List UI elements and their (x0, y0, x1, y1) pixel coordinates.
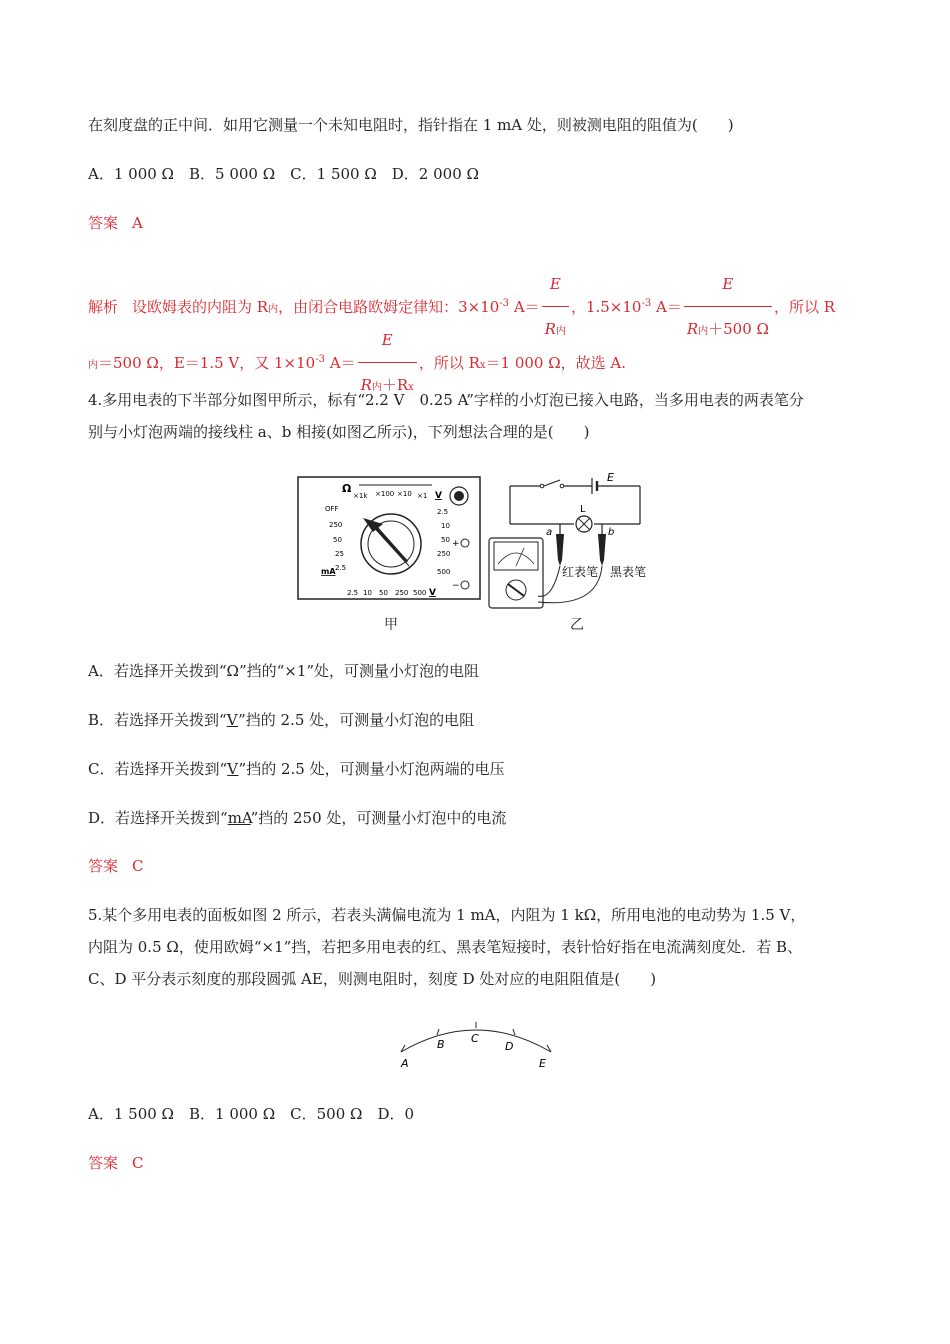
red-probe (556, 534, 564, 566)
svg-text:250: 250 (395, 589, 409, 597)
q3-analysis-line2: 内＝500 Ω，E＝1.5 V，又 $1\times 10^{-3}$ A＝ $\frac{E}{\text{R内＋Rx}}$ ，所以 Rx＝1 000 Ω，故选 A. (88, 318, 626, 410)
svg-text:×1: ×1 (417, 492, 428, 500)
tick-d (513, 1029, 515, 1035)
arc-label-d: D (505, 1040, 514, 1053)
svg-text:250: 250 (329, 521, 343, 529)
q3-answer (88, 213, 143, 233)
plus-sign: + (452, 539, 460, 549)
svg-text:50: 50 (333, 536, 342, 544)
b-label: b (608, 527, 615, 538)
a-label: a (546, 527, 553, 538)
figure-yi-caption: 乙 (570, 617, 584, 633)
v-label-bottom: V (429, 588, 436, 598)
multimeter-dial-figure (297, 476, 481, 600)
ma-label: mA (321, 567, 336, 576)
circuit-figure (488, 468, 660, 610)
svg-text:50: 50 (379, 589, 388, 597)
answer-value: A (132, 214, 143, 232)
svg-text:500: 500 (437, 568, 451, 576)
svg-text:×10: ×10 (397, 490, 412, 498)
arc-label-a: A (401, 1057, 409, 1070)
svg-text:2.5: 2.5 (335, 564, 347, 572)
arc-label-c: C (471, 1032, 479, 1045)
svg-text:10: 10 (441, 522, 450, 530)
q5-stem-line3: C、D 平分表示刻度的那段圆弧 AE，则测电阻时，刻度 D 处对应的电阻阻值是( ) (88, 970, 657, 988)
svg-text:10: 10 (363, 589, 372, 597)
svg-text:50: 50 (441, 536, 450, 544)
q4-stem-line2: 别与小灯泡两端的接线柱 a、b 相接(如图乙所示)，下列想法合理的是( ) (88, 423, 590, 441)
figure-jia-caption: 甲 (384, 617, 398, 633)
q4-answer (88, 856, 144, 876)
q4-option-a: A．若选择开关拨到“Ω”挡的“×1”处，可测量小灯泡的电阻 (88, 662, 480, 680)
fraction-3: $\frac{E}{\text{R内＋Rx}}$ (358, 318, 417, 410)
svg-text:2.5: 2.5 (347, 589, 359, 597)
tick-b (437, 1029, 439, 1035)
fraction-1: $\frac{E}{\text{R内}}$ (542, 262, 569, 354)
q4-option-b: B．若选择开关拨到“V”挡的 2.5 处，可测量小灯泡的电阻 (88, 711, 475, 729)
scale-arc-figure (393, 1020, 559, 1074)
switch (544, 480, 560, 486)
q3-options: A．1 000 Ω B．5 000 Ω C．1 500 Ω D．2 000 Ω (88, 165, 479, 183)
e-label: E (607, 471, 614, 484)
analysis-label: 解析 (88, 298, 119, 316)
q5-stem-line2: 内阻为 0.5 Ω，使用欧姆“×1”挡，若把多用电表的红、黑表笔短接时，表针恰好指在电流满刻度处．若 B、 (88, 938, 803, 956)
svg-text:OFF: OFF (325, 505, 339, 513)
arc-label-e: E (539, 1057, 546, 1070)
q4-option-c: C．若选择开关拨到“V”挡的 2.5 处，可测量小灯泡两端的电压 (88, 760, 505, 778)
answer-label: 答案 (88, 214, 119, 232)
black-probe-label: 黑表笔 (610, 565, 647, 579)
q5-stem-line1: 5.某个多用电表的面板如图 2 所示，若表头满偏电流为 1 mA，内阻为 1 kΩ，所用电池的电动势为 1.5 V， (88, 906, 806, 924)
arc-label-b: B (437, 1038, 445, 1051)
answer-label: 答案 (88, 1154, 119, 1172)
black-probe (598, 534, 606, 566)
q5-answer (88, 1153, 144, 1173)
answer-label: 答案 (88, 857, 119, 875)
answer-value: C (132, 857, 144, 875)
q5-options: A．1 500 Ω B．1 000 Ω C．500 Ω D．0 (88, 1105, 415, 1123)
fraction-2: $\frac{E}{\text{R内＋500 Ω}}$ (684, 262, 772, 354)
omega-label: Ω (342, 482, 352, 495)
svg-text:25: 25 (335, 550, 344, 558)
q4-stem-line1: 4.多用电表的下半部分如图甲所示，标有“2.2 V 0.25 A”字样的小灯泡已接入电路，当多用电表的两表笔分 (88, 391, 804, 409)
svg-text:×1k: ×1k (353, 492, 368, 500)
svg-text:250: 250 (437, 550, 451, 558)
l-label: L (580, 504, 586, 515)
svg-text:500: 500 (413, 589, 427, 597)
minus-sign: − (452, 581, 460, 591)
q4-option-d: D．若选择开关拨到“mA”挡的 250 处，可测量小灯泡中的电流 (88, 809, 507, 827)
red-probe-label: 红表笔 (562, 565, 599, 579)
q3-stem-tail: 在刻度盘的正中间．如用它测量一个未知电阻时，指针指在 1 mA 处，则被测电阻的阻值为( ) (88, 116, 734, 134)
svg-text:2.5: 2.5 (437, 508, 449, 516)
v-label-top: V (435, 491, 442, 501)
q3-analysis-line1: 解析 设欧姆表的内阻为 R内，由闭合电路欧姆定律知：$3\times 10^{-3}$ A＝ $\frac{E}{\text{R内}}$ ，$1.5\times 10^{-3}$ A＝ $\frac{E}{\text{R内＋500 Ω}}$ ，所以 R (88, 262, 835, 354)
svg-text:×100: ×100 (375, 490, 395, 498)
answer-value: C (132, 1154, 144, 1172)
